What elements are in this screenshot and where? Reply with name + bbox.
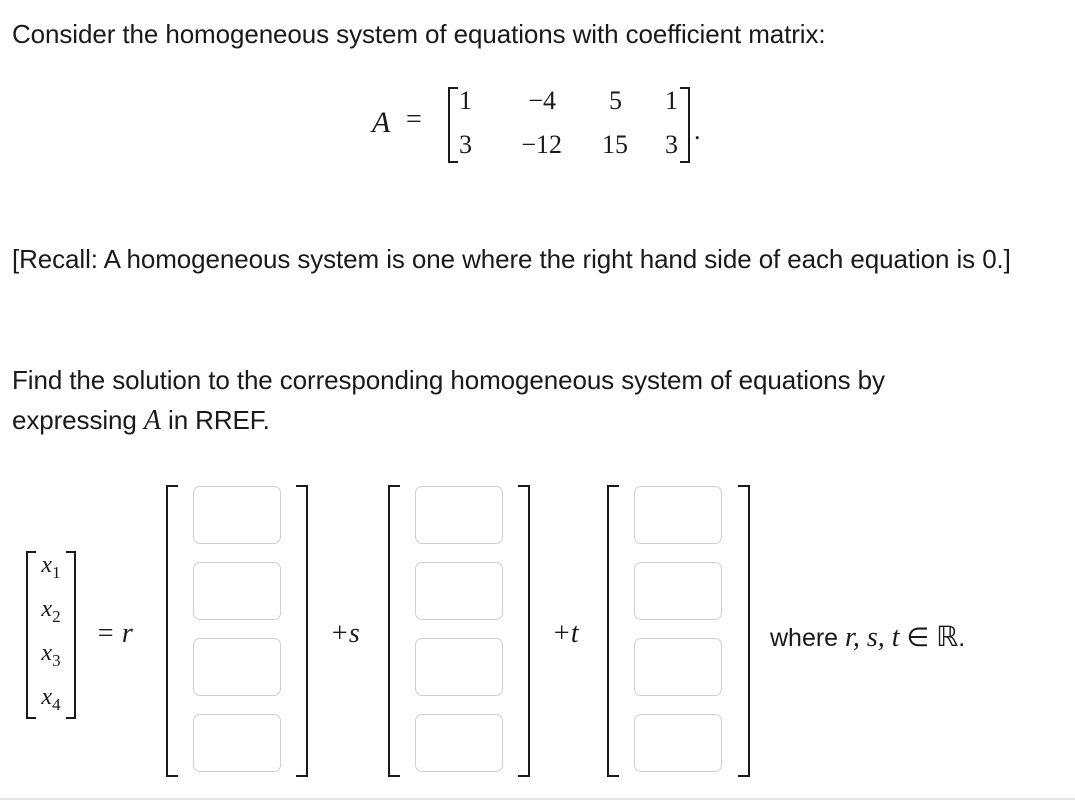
matrix-cell: 15: [602, 130, 628, 159]
intro-text: Consider the homogeneous system of equations with coefficient matrix:: [12, 19, 826, 49]
where-text: where: [770, 624, 839, 652]
matrix-cell: 3: [665, 130, 678, 159]
matrix-cell: 1: [459, 86, 472, 115]
x-var-2: $x_2$: [41, 596, 61, 626]
vector-t-left-bracket: [605, 484, 621, 778]
coefficient-matrix: [370, 86, 710, 166]
bottom-divider: [0, 798, 1075, 800]
plus-t: +t: [552, 618, 579, 649]
vector-t-entry-3[interactable]: [634, 638, 722, 696]
matrix-equals: =: [406, 104, 422, 135]
equals-r: = r: [96, 618, 133, 649]
x-var-3: $x_3$: [41, 640, 61, 670]
vector-r-entry-1[interactable]: [193, 486, 281, 544]
matrix-label: A: [372, 106, 391, 139]
vector-s-entry-4[interactable]: [415, 714, 503, 772]
vector-s-entry-3[interactable]: [415, 638, 503, 696]
matrix-cell: −12: [521, 130, 562, 159]
vector-t-entry-4[interactable]: [634, 714, 722, 772]
task-matrix-var: A: [143, 405, 161, 436]
vector-r-right-bracket: [294, 484, 310, 778]
task-text-before: Find the solution to the corresponding homogeneous system of equations by expressing: [12, 365, 885, 435]
domain-period: .: [958, 624, 966, 652]
vector-t-right-bracket: [736, 484, 752, 778]
element-of-symbol: ∈: [906, 623, 930, 652]
matrix-cell: −4: [528, 86, 556, 115]
matrix-cell: 5: [609, 86, 622, 115]
matrix-period: .: [694, 116, 701, 145]
vector-t-entry-2[interactable]: [634, 562, 722, 620]
plus-s: +s: [330, 618, 360, 649]
x-vector-right-bracket: [64, 550, 78, 720]
vector-r-entry-2[interactable]: [193, 562, 281, 620]
reals-symbol: ℝ: [936, 622, 959, 653]
matrix-right-bracket: [678, 86, 692, 164]
vector-s-left-bracket: [386, 484, 402, 778]
recall-text: [Recall: A homogeneous system is one where the right hand side of each equation is 0.]: [12, 244, 1011, 274]
task-text: [12, 360, 1012, 441]
x-var-4: $x_4$: [41, 684, 61, 714]
matrix-cell: 3: [459, 130, 472, 159]
vector-s-right-bracket: [516, 484, 532, 778]
task-text-after: in RREF.: [168, 405, 270, 435]
vector-r-entry-4[interactable]: [193, 714, 281, 772]
vector-t-entry-1[interactable]: [634, 486, 722, 544]
vector-r-left-bracket: [164, 484, 180, 778]
vector-s-entry-2[interactable]: [415, 562, 503, 620]
vector-r-entry-3[interactable]: [193, 638, 281, 696]
vector-s-entry-1[interactable]: [415, 486, 503, 544]
x-var-1: $x_1$: [41, 552, 61, 582]
param-list: r, s, t: [845, 622, 900, 653]
matrix-cell: 1: [665, 86, 678, 115]
parameter-domain: [770, 620, 965, 654]
